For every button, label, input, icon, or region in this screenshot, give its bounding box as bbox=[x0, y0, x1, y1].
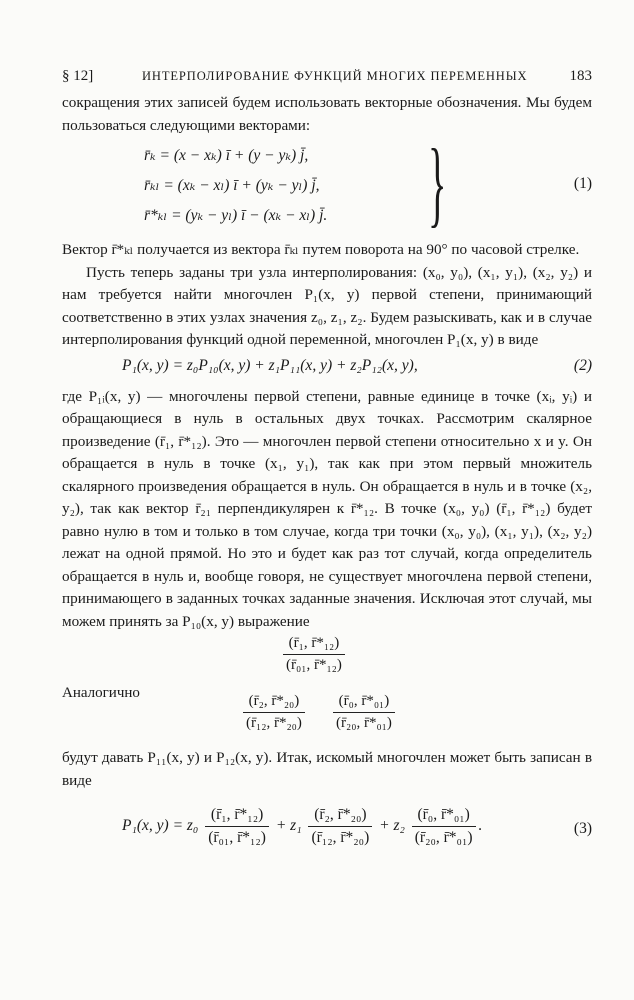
fraction-p10 bbox=[62, 633, 592, 683]
eq3-lhs: P₁(x, y) = z₀ bbox=[122, 817, 199, 835]
running-header bbox=[62, 68, 592, 92]
fraction-numerator: (r̄₁, r̄*₁₂) bbox=[283, 635, 345, 655]
fraction-denominator: (r̄₀₁, r̄*₁₂) bbox=[208, 829, 266, 846]
paragraph-1: сокращения этих записей будем использовать векторные обозначения. Мы будем пользоваться следующими векторами: bbox=[62, 94, 592, 134]
right-brace-icon: } bbox=[428, 129, 447, 236]
analog-fractions bbox=[62, 683, 592, 747]
eq1-line-3: r̄*ₖₗ = (yₖ − yₗ) ī − (xₖ − xₗ) j̄. bbox=[144, 207, 328, 224]
fraction-numerator: (r̄₀, r̄*₀₁) bbox=[333, 693, 395, 713]
analog-label: Аналогично bbox=[62, 685, 140, 701]
eq3-plus-z2: + z₂ bbox=[379, 817, 405, 835]
eq1-line-2: r̄ₖₗ = (xₖ − xₗ) ī + (yₖ − yₗ) j̄, bbox=[144, 177, 320, 194]
fraction-denominator: (r̄₁₂, r̄*₂₀) bbox=[311, 829, 370, 846]
fraction-denominator: (r̄₂₀, r̄*₀₁) bbox=[336, 715, 392, 731]
equation-system-1 bbox=[62, 129, 592, 236]
fraction-numerator: (r̄₁, r̄*₁₂) bbox=[205, 806, 269, 827]
page-number: 183 bbox=[569, 68, 592, 84]
equation-number-2: (2) bbox=[573, 356, 592, 374]
page bbox=[62, 68, 592, 862]
eq1-line-1: r̄ₖ = (x − xₖ) ī + (y − yₖ) j̄, bbox=[144, 147, 309, 164]
paragraph-2: Вектор r̄*ₖₗ получается из вектора r̄ₖₗ путем поворота на 90° по часовой стрелке. bbox=[62, 241, 580, 258]
equation-3 bbox=[62, 800, 592, 862]
equation-number-3: (3) bbox=[573, 820, 592, 837]
eq2-content: P₁(x, y) = z₀P₁₀(x, y) + z₁P₁₁(x, y) + z₂P₁₂(x, y), bbox=[122, 356, 418, 374]
fraction-denominator: (r̄₀₁, r̄*₁₂) bbox=[286, 657, 342, 673]
running-title: ИНТЕРПОЛИРОВАНИЕ ФУНКЦИЙ МНОГИХ ПЕРЕМЕННЫХ bbox=[142, 69, 528, 83]
paragraph-4: где P₁ᵢ(x, y) — многочлены первой степени, равные единице в точке (xᵢ, yᵢ) и обращающиеся в нуль в остальных двух точках. Рассмотрим скалярное произведение (r̄₁, r̄*₁₂). Это — многочлен первой степени относительно x и y. Он обращается в нуль в точке (x₁, y₁), так как при этом первый множитель скалярного произведения обращается в нуль. Он обращается в нуль и в точке (x₂, y₂), так как вектор r̄₂₁ перпендикулярен к r̄*₁₂. В точке (x₀, y₀) (r̄₁, r̄*₁₂) будет равно нулю в том и только в том случае, когда три точки (x₀, y₀), (x₁, y₁), (x₂, y₂) лежат на одной прямой. Но это и будет как раз тот случай, когда определитель обращается в нуль и, вообще говоря, не существует многочлена первой степени, принимающего в заданных точках заданные значения. Исключая этот случай, мы можем принять за P₁₀(x, y) выражение bbox=[62, 387, 592, 630]
fraction-numerator: (r̄₂, r̄*₂₀) bbox=[243, 693, 305, 713]
equation-number-1: (1) bbox=[573, 175, 592, 192]
paragraph-3: Пусть теперь заданы три узла интерполирования: (x₀, y₀), (x₁, y₁), (x₂, y₂) и нам требуется найти многочлен P₁(x, y) первой степени, принимающий соответственно в этих узлах значения z₀, z₁, z₂. Будем разыскивать, как и в случае интерполирования функций одной переменной, многочлен P₁(x, y) в виде bbox=[62, 263, 592, 348]
equation-2 bbox=[62, 352, 592, 386]
eq3-end: . bbox=[478, 817, 483, 835]
fraction-numerator: (r̄₂, r̄*₂₀) bbox=[308, 806, 372, 827]
fraction-numerator: (r̄₀, r̄*₀₁) bbox=[412, 806, 476, 827]
fraction-denominator: (r̄₂₀, r̄*₀₁) bbox=[414, 829, 473, 846]
fraction-denominator: (r̄₁₂, r̄*₂₀) bbox=[246, 715, 302, 731]
eq3-plus-z1: + z₁ bbox=[275, 817, 302, 835]
section-ref: § 12] bbox=[62, 68, 94, 84]
paragraph-5: будут давать P₁₁(x, y) и P₁₂(x, y). Итак, искомый многочлен может быть записан в виде bbox=[62, 749, 592, 789]
